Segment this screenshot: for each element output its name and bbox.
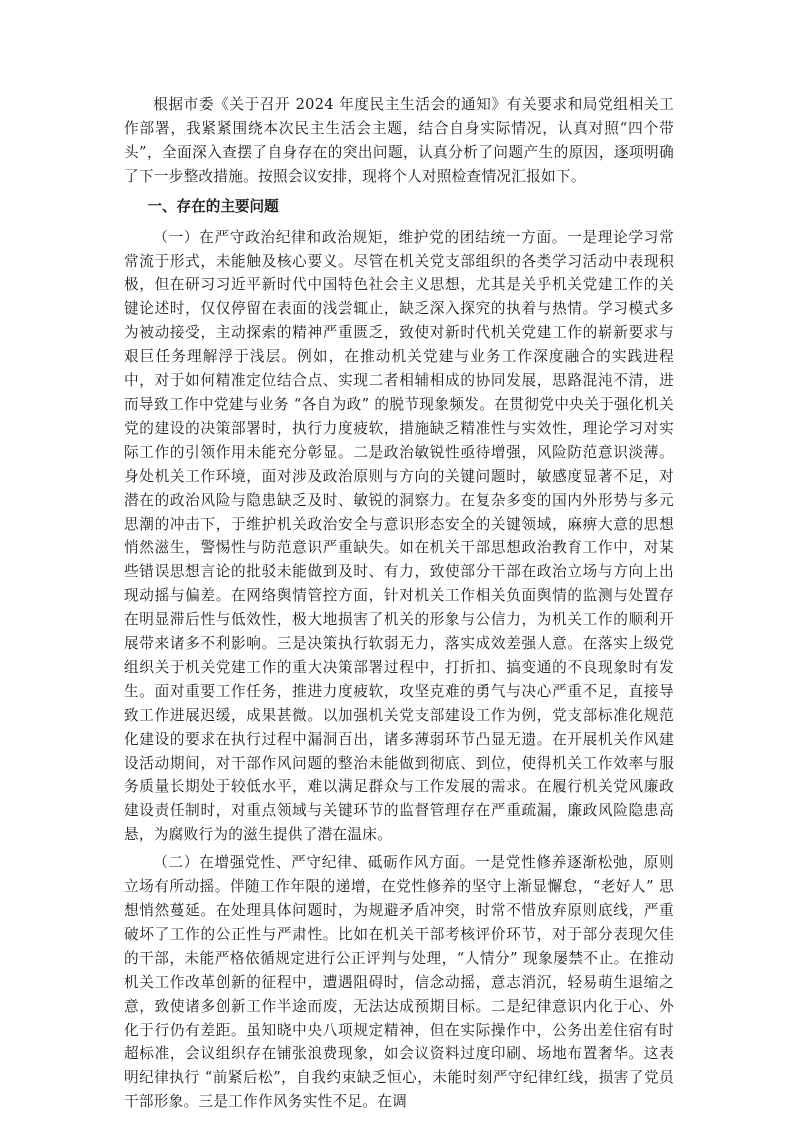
document-page [124, 93, 674, 1114]
section-paragraph-2: （二）在增强党性、严守纪律、砥砺作风方面。一是党性修养逐渐松弛，原则立场有所动摇。伴随工作年限的递增，在党性修养的坚守上渐显懈怠，“老好人” 思想悄然蔓延。在处理具体问题时，为规避矛盾冲突，时常不惜放弃原则底线，严重破坏了工作的公正性与严肃性。比如在机关干部考核评价环节，对于部分表现欠佳的干部，未能严格依循规定进行公正评判与处理，“人情分” 现象屡禁不止。在推动机关工作改革创新的征程中，遭遇阻碍时，信念动摇，意志消沉，轻易萌生退缩之意，致使诸多创新工作半途而废，无法达成预期目标。二是纪律意识内化于心、外化于行仍有差距。虽知晓中央八项规定精神，但在实际操作中，公务出差住宿有时超标准，会议组织存在铺张浪费现象，如会议资料过度印刷、场地布置奢华。这表明纪律执行 “前紧后松”，自我约束缺乏恒心，未能时刻严守纪律红线，损害了党员干部形象。三是工作作风务实性不足。在调 [124, 854, 674, 1111]
section-heading: 一、存在的主要问题 [147, 197, 279, 215]
intro-paragraph: 根据市委《关于召开 2024 年度民主生活会的通知》有关要求和局党组相关工作部署，我紧紧围绕本次民主生活会主题，结合自身实际情况，认真对照“四个带头”，全面深入查摆了自身存在的突出问题，认真分析了问题产生的原因，逐项明确了下一步整改措施。按照会议安排，现将个人对照检查情况汇报如下。 [124, 96, 674, 185]
section-paragraph-1: （一）在严守政治纪律和政治规矩，维护党的团结统一方面。一是理论学习常常流于形式，未能触及核心要义。尽管在机关党支部组织的各类学习活动中表现积极，但在研习习近平新时代中国特色社会主义思想，尤其是关乎机关党建工作的关键论述时，仅仅停留在表面的浅尝辄止，缺乏深入探究的执着与热情。学习模式多为被动接受，主动探索的精神严重匮乏，致使对新时代机关党建工作的崭新要求与艰巨任务理解浮于浅层。例如，在推动机关党建与业务工作深度融合的实践进程中，对于如何精准定位结合点、实现二者相辅相成的协同发展，思路混沌不清，进而导致工作中党建与业务 “各自为政” 的脱节现象频发。在贯彻党中央关于强化机关党的建设的决策部署时，执行力度疲软，措施缺乏精准性与实效性，理论学习对实际工作的引领作用未能充分彰显。二是政治敏锐性亟待增强，风险防范意识淡薄。身处机关工作环境，面对涉及政治原则与方向的关键问题时，敏感度显著不足，对潜在的政治风险与隐患缺乏及时、敏锐的洞察力。在复杂多变的国内外形势与多元思潮的冲击下，于维护机关政治安全与意识形态安全的关键领域，麻痹大意的思想悄然滋生，警惕性与防范意识严重缺失。如在机关干部思想政治教育工作中，对某些错误思想言论的批驳未能做到及时、有力，致使部分干部在政治立场与方向上出现动摇与偏差。在网络舆情管控方面，针对机关工作相关负面舆情的监测与处置存在明显滞后性与低效性，极大地损害了机关的形象与公信力，为机关工作的顺利开展带来诸多不利影响。三是决策执行软弱无力，落实成效差强人意。在落实上级党组织关于机关党建工作的重大决策部署过程中，打折扣、搞变通的不良现象时有发生。面对重要工作任务，推进力度疲软，攻坚克难的勇气与决心严重不足，直接导致工作进展迟缓，成果甚微。以加强机关党支部建设工作为例，党支部标准化规范化建设的要求在执行过程中漏洞百出，诸多薄弱环节凸显无遗。在开展机关作风建设活动期间，对干部作风问题的整治未能做到彻底、到位，使得机关工作效率与服务质量长期处于较低水平，难以满足群众与工作发展的需求。在履行机关党风廉政建设责任制时，对重点领域与关键环节的监督管理存在严重疏漏，廉政风险隐患高悬，为腐败行为的滋生提供了潜在温床。 [124, 228, 674, 844]
